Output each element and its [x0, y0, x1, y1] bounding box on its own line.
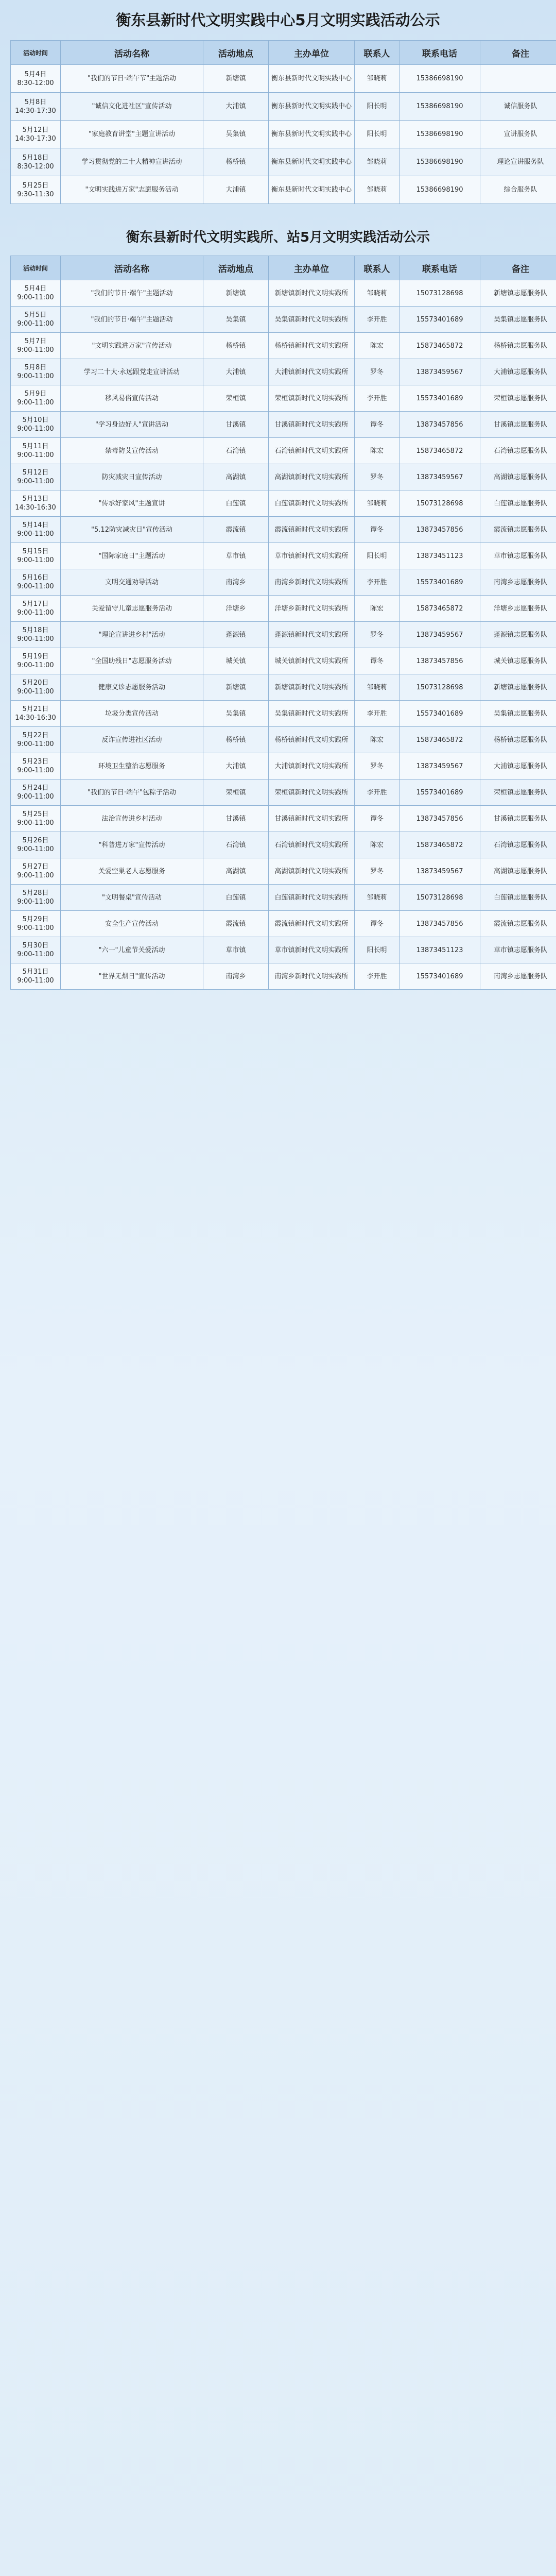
cell-place: 石湾镇 [203, 832, 269, 858]
cell-host: 草市镇新时代文明实践所 [269, 937, 355, 963]
cell-place: 荣桓镇 [203, 779, 269, 806]
cell-place: 杨桥镇 [203, 727, 269, 753]
cell-phone: 15573401689 [399, 963, 480, 990]
table-row [11, 490, 556, 517]
cell-phone: 15573401689 [399, 385, 480, 412]
cell-remark: 城关镇志愿服务队 [480, 648, 556, 674]
cell-remark: 霞流镇志愿服务队 [480, 911, 556, 937]
cell-host: 衡东县新时代文明实践中心 [269, 148, 355, 176]
cell-phone: 13873457856 [399, 911, 480, 937]
center-title: 衡东县新时代文明实践中心5月文明实践活动公示 [116, 11, 440, 29]
cell-time: 5月9日 9:00-11:00 [11, 385, 61, 412]
cell-time: 5月12日 14:30-17:30 [11, 121, 61, 148]
cell-contact: 谭冬 [355, 648, 399, 674]
cell-phone: 15073128698 [399, 885, 480, 911]
cell-name: "六一"儿童节关爱活动 [61, 937, 203, 963]
cell-host: 杨桥镇新时代文明实践所 [269, 727, 355, 753]
table-row [11, 727, 556, 753]
cell-place: 霞流镇 [203, 517, 269, 543]
table-row [11, 333, 556, 359]
cell-phone: 13873457856 [399, 412, 480, 438]
cell-phone: 13873451123 [399, 543, 480, 569]
cell-name: "理论宣讲进乡村"活动 [61, 622, 203, 648]
cell-place: 吴集镇 [203, 701, 269, 727]
table-row [11, 438, 556, 464]
cell-time: 5月17日 9:00-11:00 [11, 596, 61, 622]
cell-phone: 13873457856 [399, 517, 480, 543]
cell-host: 吴集镇新时代文明实践所 [269, 307, 355, 333]
cell-host: 霞流镇新时代文明实践所 [269, 517, 355, 543]
header-host: 主办单位 [269, 41, 355, 65]
table-row [11, 858, 556, 885]
table-row [11, 93, 556, 121]
cell-time: 5月24日 9:00-11:00 [11, 779, 61, 806]
cell-phone: 15386698190 [399, 65, 480, 93]
table-row [11, 674, 556, 701]
cell-name: "科普进万家"宣传活动 [61, 832, 203, 858]
section-gap [10, 204, 546, 219]
cell-place: 霞流镇 [203, 911, 269, 937]
cell-place: 高湖镇 [203, 858, 269, 885]
cell-contact: 李开胜 [355, 779, 399, 806]
cell-place: 大浦镇 [203, 93, 269, 121]
cell-name: 关爱空巢老人志愿服务 [61, 858, 203, 885]
cell-place: 草市镇 [203, 543, 269, 569]
cell-contact: 罗冬 [355, 359, 399, 385]
cell-name: "我们的节日·端午"包粽子活动 [61, 779, 203, 806]
cell-host: 高湖镇新时代文明实践所 [269, 464, 355, 490]
cell-host: 石湾镇新时代文明实践所 [269, 438, 355, 464]
cell-contact: 陈宏 [355, 832, 399, 858]
cell-remark: 荣桓镇志愿服务队 [480, 779, 556, 806]
cell-name: 关爱留守儿童志愿服务活动 [61, 596, 203, 622]
cell-time: 5月11日 9:00-11:00 [11, 438, 61, 464]
cell-host: 衡东县新时代文明实践中心 [269, 121, 355, 148]
cell-name: "诚信文化进社区"宣传活动 [61, 93, 203, 121]
cell-remark: 新塘镇志愿服务队 [480, 280, 556, 307]
cell-name: "家庭教育讲堂"主题宣讲活动 [61, 121, 203, 148]
cell-time: 5月13日 14:30-16:30 [11, 490, 61, 517]
cell-contact: 李开胜 [355, 307, 399, 333]
cell-time: 5月26日 9:00-11:00 [11, 832, 61, 858]
cell-host: 石湾镇新时代文明实践所 [269, 832, 355, 858]
cell-contact: 邹晓莉 [355, 176, 399, 204]
cell-name: 垃圾分类宣传活动 [61, 701, 203, 727]
cell-place: 吴集镇 [203, 307, 269, 333]
cell-host: 杨桥镇新时代文明实践所 [269, 333, 355, 359]
header-place: 活动地点 [203, 41, 269, 65]
cell-place: 荣桓镇 [203, 385, 269, 412]
cell-place: 甘溪镇 [203, 806, 269, 832]
cell-host: 大浦镇新时代文明实践所 [269, 753, 355, 779]
cell-contact: 罗冬 [355, 858, 399, 885]
cell-name: 反诈宣传进社区活动 [61, 727, 203, 753]
cell-phone: 15073128698 [399, 674, 480, 701]
table-row [11, 648, 556, 674]
cell-host: 荣桓镇新时代文明实践所 [269, 779, 355, 806]
cell-time: 5月25日 9:00-11:00 [11, 806, 61, 832]
cell-phone: 15073128698 [399, 490, 480, 517]
cell-remark: 石湾镇志愿服务队 [480, 438, 556, 464]
table-row [11, 596, 556, 622]
cell-place: 草市镇 [203, 937, 269, 963]
cell-remark: 大浦镇志愿服务队 [480, 359, 556, 385]
cell-time: 5月30日 9:00-11:00 [11, 937, 61, 963]
table-row [11, 121, 556, 148]
cell-contact: 谭冬 [355, 517, 399, 543]
cell-remark: 荣桓镇志愿服务队 [480, 385, 556, 412]
cell-contact: 阳长明 [355, 937, 399, 963]
cell-remark: 甘溪镇志愿服务队 [480, 806, 556, 832]
header-host: 主办单位 [269, 256, 355, 280]
table-row [11, 148, 556, 176]
table-row [11, 359, 556, 385]
table-row [11, 779, 556, 806]
cell-remark: 大浦镇志愿服务队 [480, 753, 556, 779]
cell-name: "文明实践进万家"宣传活动 [61, 333, 203, 359]
cell-contact: 阳长明 [355, 93, 399, 121]
cell-remark: 宣讲服务队 [480, 121, 556, 148]
cell-contact: 阳长明 [355, 121, 399, 148]
cell-time: 5月5日 9:00-11:00 [11, 307, 61, 333]
cell-place: 城关镇 [203, 648, 269, 674]
cell-phone: 15386698190 [399, 148, 480, 176]
table-row [11, 885, 556, 911]
cell-place: 高湖镇 [203, 464, 269, 490]
cell-host: 南湾乡新时代文明实践所 [269, 569, 355, 596]
cell-remark: 新塘镇志愿服务队 [480, 674, 556, 701]
table-row [11, 176, 556, 204]
cell-place: 蓬源镇 [203, 622, 269, 648]
cell-remark: 甘溪镇志愿服务队 [480, 412, 556, 438]
cell-name: 安全生产宣传活动 [61, 911, 203, 937]
table-row [11, 464, 556, 490]
cell-name: 健康义诊志愿服务活动 [61, 674, 203, 701]
cell-place: 南湾乡 [203, 569, 269, 596]
cell-host: 白莲镇新时代文明实践所 [269, 885, 355, 911]
cell-host: 甘溪镇新时代文明实践所 [269, 806, 355, 832]
cell-time: 5月10日 9:00-11:00 [11, 412, 61, 438]
cell-host: 白莲镇新时代文明实践所 [269, 490, 355, 517]
cell-contact: 李开胜 [355, 385, 399, 412]
cell-time: 5月16日 9:00-11:00 [11, 569, 61, 596]
cell-name: 法治宣传进乡村活动 [61, 806, 203, 832]
header-contact: 联系人 [355, 256, 399, 280]
cell-contact: 陈宏 [355, 438, 399, 464]
cell-phone: 13873459567 [399, 753, 480, 779]
stations-table [10, 256, 556, 990]
cell-phone: 13873451123 [399, 937, 480, 963]
cell-remark: 蓬源镇志愿服务队 [480, 622, 556, 648]
cell-contact: 阳长明 [355, 543, 399, 569]
cell-name: 禁毒防艾宣传活动 [61, 438, 203, 464]
cell-host: 吴集镇新时代文明实践所 [269, 701, 355, 727]
cell-name: "学习身边好人"宣讲活动 [61, 412, 203, 438]
header-time: 活动时间 [11, 41, 61, 65]
table-row [11, 937, 556, 963]
cell-place: 吴集镇 [203, 121, 269, 148]
cell-time: 5月29日 9:00-11:00 [11, 911, 61, 937]
cell-host: 高湖镇新时代文明实践所 [269, 858, 355, 885]
cell-contact: 陈宏 [355, 727, 399, 753]
cell-time: 5月18日 8:30-12:00 [11, 148, 61, 176]
table-row [11, 806, 556, 832]
cell-time: 5月15日 9:00-11:00 [11, 543, 61, 569]
header-contact: 联系人 [355, 41, 399, 65]
cell-remark: 霞流镇志愿服务队 [480, 517, 556, 543]
cell-phone: 15873465872 [399, 832, 480, 858]
header-place: 活动地点 [203, 256, 269, 280]
stations-header-row [11, 256, 556, 280]
cell-host: 甘溪镇新时代文明实践所 [269, 412, 355, 438]
cell-time: 5月25日 9:30-11:30 [11, 176, 61, 204]
cell-place: 大浦镇 [203, 176, 269, 204]
cell-contact: 李开胜 [355, 569, 399, 596]
header-name: 活动名称 [61, 41, 203, 65]
cell-time: 5月14日 9:00-11:00 [11, 517, 61, 543]
cell-time: 5月8日 14:30-17:30 [11, 93, 61, 121]
cell-name: "世界无烟日"宣传活动 [61, 963, 203, 990]
cell-name: 文明交通劝导活动 [61, 569, 203, 596]
cell-name: "我们的节日·端午节"主题活动 [61, 65, 203, 93]
cell-place: 新塘镇 [203, 65, 269, 93]
cell-remark: 南湾乡志愿服务队 [480, 569, 556, 596]
cell-phone: 15573401689 [399, 701, 480, 727]
cell-phone: 13873459567 [399, 858, 480, 885]
cell-place: 大浦镇 [203, 359, 269, 385]
cell-host: 草市镇新时代文明实践所 [269, 543, 355, 569]
cell-remark: 南湾乡志愿服务队 [480, 963, 556, 990]
cell-time: 5月31日 9:00-11:00 [11, 963, 61, 990]
cell-remark: 高湖镇志愿服务队 [480, 464, 556, 490]
cell-name: "文明餐桌"宣传活动 [61, 885, 203, 911]
cell-phone: 15386698190 [399, 176, 480, 204]
cell-time: 5月21日 14:30-16:30 [11, 701, 61, 727]
cell-contact: 罗冬 [355, 464, 399, 490]
cell-contact: 陈宏 [355, 333, 399, 359]
cell-time: 5月12日 9:00-11:00 [11, 464, 61, 490]
cell-phone: 15873465872 [399, 596, 480, 622]
cell-name: "我们的节日·端午"主题活动 [61, 280, 203, 307]
stations-title: 衡东县新时代文明实践所、站5月文明实践活动公示 [126, 230, 430, 245]
table-row [11, 911, 556, 937]
cell-remark [480, 65, 556, 93]
cell-host: 南湾乡新时代文明实践所 [269, 963, 355, 990]
cell-remark: 草市镇志愿服务队 [480, 543, 556, 569]
cell-phone: 15573401689 [399, 779, 480, 806]
table-row [11, 412, 556, 438]
cell-host: 蓬源镇新时代文明实践所 [269, 622, 355, 648]
cell-time: 5月4日 8:30-12:00 [11, 65, 61, 93]
cell-name: 移风易俗宣传活动 [61, 385, 203, 412]
cell-remark: 杨桥镇志愿服务队 [480, 727, 556, 753]
cell-host: 大浦镇新时代文明实践所 [269, 359, 355, 385]
cell-phone: 13873457856 [399, 806, 480, 832]
cell-host: 城关镇新时代文明实践所 [269, 648, 355, 674]
cell-remark: 白莲镇志愿服务队 [480, 490, 556, 517]
cell-contact: 罗冬 [355, 622, 399, 648]
cell-time: 5月8日 9:00-11:00 [11, 359, 61, 385]
cell-remark: 吴集镇志愿服务队 [480, 701, 556, 727]
table-row [11, 832, 556, 858]
cell-phone: 15573401689 [399, 569, 480, 596]
cell-phone: 15073128698 [399, 280, 480, 307]
cell-contact: 陈宏 [355, 596, 399, 622]
table-row [11, 569, 556, 596]
cell-name: 学习贯彻党的二十大精神宣讲活动 [61, 148, 203, 176]
cell-place: 洋塘乡 [203, 596, 269, 622]
cell-contact: 罗冬 [355, 753, 399, 779]
cell-place: 白莲镇 [203, 490, 269, 517]
cell-place: 白莲镇 [203, 885, 269, 911]
cell-time: 5月27日 9:00-11:00 [11, 858, 61, 885]
cell-phone: 13873459567 [399, 622, 480, 648]
cell-contact: 李开胜 [355, 963, 399, 990]
table-row [11, 65, 556, 93]
table-row [11, 280, 556, 307]
cell-remark: 白莲镇志愿服务队 [480, 885, 556, 911]
cell-phone: 15386698190 [399, 121, 480, 148]
table-row [11, 701, 556, 727]
table-row [11, 622, 556, 648]
cell-contact: 邹晓莉 [355, 490, 399, 517]
cell-place: 甘溪镇 [203, 412, 269, 438]
cell-phone: 13873459567 [399, 464, 480, 490]
cell-phone: 15873465872 [399, 333, 480, 359]
cell-phone: 15873465872 [399, 727, 480, 753]
cell-remark: 高湖镇志愿服务队 [480, 858, 556, 885]
table-row [11, 307, 556, 333]
cell-contact: 谭冬 [355, 412, 399, 438]
cell-time: 5月7日 9:00-11:00 [11, 333, 61, 359]
cell-remark: 草市镇志愿服务队 [480, 937, 556, 963]
table-row [11, 963, 556, 990]
cell-phone: 15573401689 [399, 307, 480, 333]
cell-place: 杨桥镇 [203, 148, 269, 176]
cell-remark: 杨桥镇志愿服务队 [480, 333, 556, 359]
center-header-row [11, 41, 556, 65]
header-remark: 备注 [480, 256, 556, 280]
cell-host: 衡东县新时代文明实践中心 [269, 176, 355, 204]
cell-time: 5月18日 9:00-11:00 [11, 622, 61, 648]
cell-host: 洋塘乡新时代文明实践所 [269, 596, 355, 622]
cell-contact: 邹晓莉 [355, 280, 399, 307]
cell-name: "我们的节日·端午"主题活动 [61, 307, 203, 333]
header-time: 活动时间 [11, 256, 61, 280]
cell-phone: 13873459567 [399, 359, 480, 385]
cell-place: 新塘镇 [203, 280, 269, 307]
header-remark: 备注 [480, 41, 556, 65]
cell-name: "国际家庭日"主题活动 [61, 543, 203, 569]
cell-remark: 诚信服务队 [480, 93, 556, 121]
cell-remark: 理论宣讲服务队 [480, 148, 556, 176]
cell-host: 霞流镇新时代文明实践所 [269, 911, 355, 937]
cell-contact: 邹晓莉 [355, 674, 399, 701]
cell-name: 学习二十大·永远跟党走宣讲活动 [61, 359, 203, 385]
cell-place: 南湾乡 [203, 963, 269, 990]
cell-time: 5月20日 9:00-11:00 [11, 674, 61, 701]
stations-table-body [11, 280, 556, 990]
table-row [11, 517, 556, 543]
cell-phone: 15873465872 [399, 438, 480, 464]
header-name: 活动名称 [61, 256, 203, 280]
cell-host: 衡东县新时代文明实践中心 [269, 93, 355, 121]
cell-time: 5月23日 9:00-11:00 [11, 753, 61, 779]
cell-contact: 李开胜 [355, 701, 399, 727]
cell-time: 5月22日 9:00-11:00 [11, 727, 61, 753]
cell-remark: 石湾镇志愿服务队 [480, 832, 556, 858]
cell-contact: 谭冬 [355, 806, 399, 832]
cell-place: 杨桥镇 [203, 333, 269, 359]
cell-name: "文明实践进万家"志愿服务活动 [61, 176, 203, 204]
cell-contact: 邹晓莉 [355, 65, 399, 93]
cell-contact: 谭冬 [355, 911, 399, 937]
cell-time: 5月4日 9:00-11:00 [11, 280, 61, 307]
cell-time: 5月19日 9:00-11:00 [11, 648, 61, 674]
cell-host: 衡东县新时代文明实践中心 [269, 65, 355, 93]
header-phone: 联系电话 [399, 41, 480, 65]
cell-name: 环境卫生整治志愿服务 [61, 753, 203, 779]
cell-contact: 邹晓莉 [355, 885, 399, 911]
cell-name: "全国助残日"志愿服务活动 [61, 648, 203, 674]
cell-contact: 邹晓莉 [355, 148, 399, 176]
cell-host: 荣桓镇新时代文明实践所 [269, 385, 355, 412]
table-row [11, 385, 556, 412]
cell-place: 新塘镇 [203, 674, 269, 701]
cell-host: 新塘镇新时代文明实践所 [269, 674, 355, 701]
cell-remark: 洋塘乡志愿服务队 [480, 596, 556, 622]
center-table [10, 40, 556, 204]
cell-name: "传承好家风"主题宣讲 [61, 490, 203, 517]
table-row [11, 543, 556, 569]
header-phone: 联系电话 [399, 256, 480, 280]
cell-place: 大浦镇 [203, 753, 269, 779]
center-table-body [11, 65, 556, 204]
cell-host: 新塘镇新时代文明实践所 [269, 280, 355, 307]
cell-phone: 15386698190 [399, 93, 480, 121]
cell-remark: 综合服务队 [480, 176, 556, 204]
cell-remark: 吴集镇志愿服务队 [480, 307, 556, 333]
cell-phone: 13873457856 [399, 648, 480, 674]
cell-name: 防灾减灾日宣传活动 [61, 464, 203, 490]
cell-time: 5月28日 9:00-11:00 [11, 885, 61, 911]
table-row [11, 753, 556, 779]
cell-place: 石湾镇 [203, 438, 269, 464]
cell-name: "5.12防灾减灾日"宣传活动 [61, 517, 203, 543]
